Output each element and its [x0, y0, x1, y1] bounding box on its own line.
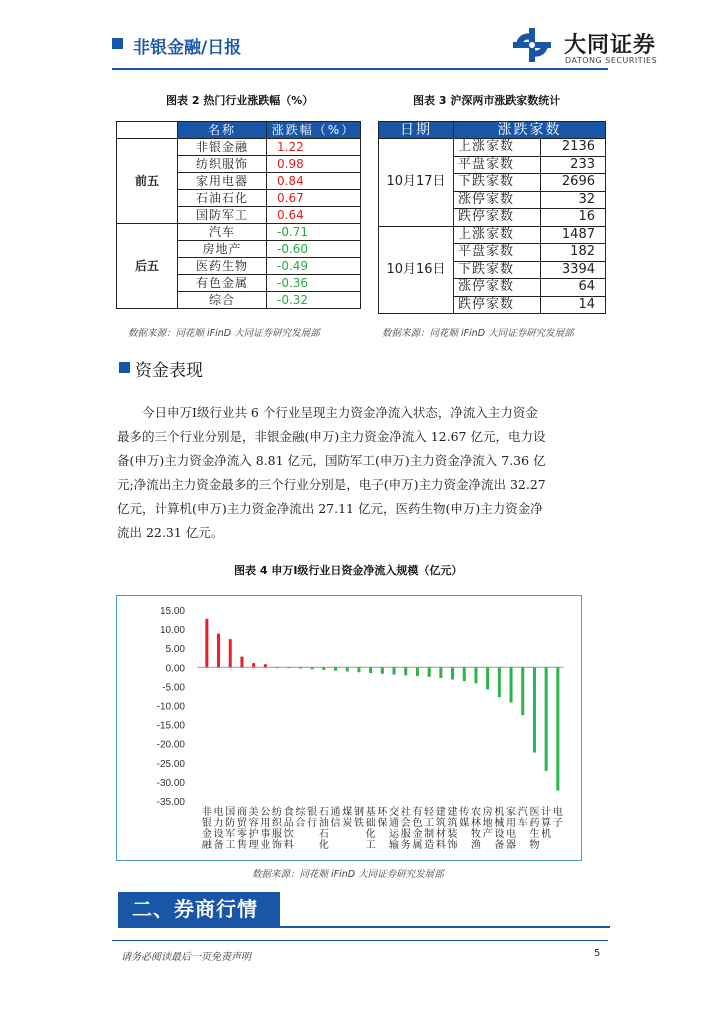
paragraph-line: 元;净流出主力资金最多的三个行业分别是，电子(申万)主力资金净流出 32.27	[117, 477, 546, 492]
table2-caption: 图表 2 热门行业涨跌幅（%）	[166, 94, 314, 107]
change-value: -0.60	[267, 241, 361, 258]
x-tick-label: 轻 工 制 造	[424, 807, 435, 851]
y-tick-label: -30.00	[156, 777, 185, 789]
count-label: 上涨家数	[454, 139, 541, 157]
bar-交通运输	[393, 667, 396, 674]
page-number: 5	[594, 948, 601, 959]
count-value: 2696	[541, 174, 606, 192]
change-value: 0.84	[267, 173, 361, 190]
x-tick-label: 综 合	[295, 807, 306, 829]
x-tick-label: 交 通 运 输	[389, 807, 400, 851]
y-tick-label: -10.00	[156, 701, 185, 713]
industry-name: 非银金融	[178, 139, 267, 156]
change-value: 0.64	[267, 207, 361, 224]
count-value: 16	[541, 209, 606, 227]
y-tick-label: 15.00	[159, 606, 185, 617]
count-value: 14	[541, 296, 606, 314]
group-label: 前五	[117, 139, 178, 224]
bar-食品饮料	[287, 667, 290, 668]
report-title: 非银金融/日报	[133, 38, 242, 58]
x-tick-label: 煤 炭	[342, 807, 353, 829]
paragraph-line: 今日申万Ⅰ级行业共 6 个行业呈现主力资金净流入状态，净流入主力资金	[142, 405, 538, 420]
count-label: 下跌家数	[454, 261, 541, 279]
y-tick-label: -5.00	[162, 682, 185, 694]
bar-煤炭	[346, 667, 349, 671]
bar-建筑装饰	[451, 667, 454, 679]
date-label: 10月16日	[379, 226, 454, 314]
industry-name: 医药生物	[178, 258, 267, 275]
x-tick-label: 有 色 金 属	[412, 807, 423, 851]
change-value: 1.22	[267, 139, 361, 156]
count-label: 上涨家数	[454, 226, 541, 244]
bar-商贸零售	[240, 657, 243, 668]
bar-汽车	[521, 667, 524, 715]
bar-基础化工	[369, 667, 372, 673]
bar-通信	[334, 667, 337, 670]
x-tick-label: 建 筑 装 饰	[447, 807, 458, 851]
change-value: 0.98	[267, 156, 361, 173]
count-value: 233	[541, 156, 606, 174]
industry-name: 有色金属	[178, 275, 267, 292]
bar-机械设备	[498, 667, 501, 697]
count-value: 64	[541, 279, 606, 297]
x-tick-label: 银 行	[307, 807, 318, 829]
column-header-date: 日期	[379, 122, 454, 139]
change-value: -0.32	[267, 292, 361, 309]
date-label: 10月17日	[379, 139, 454, 227]
change-value: -0.36	[267, 275, 361, 292]
bar-银行	[311, 667, 314, 669]
table2-source: 数据来源：同花顺 iFinD 大同证券研究发展部	[128, 328, 320, 339]
change-value: -0.49	[267, 258, 361, 275]
section-title: 资金表现	[135, 361, 203, 381]
bar-石油石化	[322, 667, 325, 670]
x-tick-label: 石 油 石 化	[318, 807, 329, 851]
x-tick-label: 美 容 护 理	[248, 807, 259, 851]
count-label: 下跌家数	[454, 174, 541, 192]
column-header-change: 涨跌幅（%）	[267, 122, 361, 139]
bar-家用电器	[510, 667, 513, 702]
count-value: 3394	[541, 261, 606, 279]
paragraph-line: 最多的三个行业分别是，非银金融(申万)主力资金净流入 12.67 亿元，电力设	[117, 429, 546, 444]
bar-农林牧渔	[474, 667, 477, 683]
x-tick-label: 房 地 产	[482, 807, 493, 840]
table3-caption: 图表 3 沪深两市涨跌家数统计	[413, 94, 561, 107]
industry-name: 汽车	[178, 224, 267, 241]
bar-钢铁	[357, 667, 360, 672]
bar-非银金融	[205, 619, 208, 667]
x-tick-label: 电 力 设 备	[213, 807, 224, 851]
industry-name: 家用电器	[178, 173, 267, 190]
bar-传媒	[463, 667, 466, 681]
bar-有色金属	[416, 667, 419, 676]
y-tick-label: 10.00	[159, 625, 185, 637]
column-header-name: 名称	[178, 122, 267, 139]
column-header-count: 涨跌家数	[454, 122, 606, 139]
count-label: 平盘家数	[454, 244, 541, 262]
x-tick-label: 电 子	[552, 807, 563, 829]
bar-建筑材料	[439, 667, 442, 678]
part2-underline	[118, 926, 610, 928]
paragraph-line: 亿元，计算机(申万)主力资金净流出 27.11 亿元，医药生物(申万)主力资金净	[117, 501, 543, 516]
bar-计算机	[545, 667, 548, 771]
y-tick-label: 5.00	[165, 644, 185, 656]
industry-name: 石油石化	[178, 190, 267, 207]
logo-name-cn: 大同证券	[564, 33, 657, 58]
bar-公用事业	[264, 664, 267, 667]
x-tick-label: 非 银 金 融	[201, 807, 212, 851]
x-tick-label: 传 媒	[459, 807, 470, 829]
y-tick-label: -20.00	[156, 739, 185, 751]
count-label: 平盘家数	[454, 156, 541, 174]
bar-美容护理	[252, 663, 255, 667]
logo-name-en: DATONG SECURITIES	[565, 56, 658, 65]
x-tick-label: 汽 车	[517, 807, 528, 829]
disclaimer-text: 请务必阅读最后一页免责声明	[121, 952, 251, 963]
x-tick-label: 商 贸 零 售	[236, 807, 247, 851]
industry-name: 国防军工	[178, 207, 267, 224]
chart4-source: 数据来源：同花顺 iFinD 大同证券研究发展部	[252, 869, 444, 880]
x-tick-label: 环 保	[377, 807, 388, 829]
bar-国防军工	[229, 639, 232, 667]
x-tick-label: 基 础 化 工	[365, 807, 376, 851]
table3-source: 数据来源：同花顺 iFinD 大同证券研究发展部	[382, 328, 574, 339]
bar-环保	[381, 667, 384, 673]
count-value: 2136	[541, 139, 606, 157]
bar-纺织服饰	[276, 667, 279, 668]
footer-divider	[112, 940, 608, 941]
industry-name: 纺织服饰	[178, 156, 267, 173]
y-tick-label: -25.00	[156, 758, 185, 770]
count-value: 1487	[541, 226, 606, 244]
industry-name: 房地产	[178, 241, 267, 258]
count-label: 涨停家数	[454, 191, 541, 209]
paragraph-line: 备(申万)主力资金净流入 8.81 亿元，国防军工(申万)主力资金净流入 7.36 亿	[117, 453, 546, 468]
x-tick-label: 计 算 机	[541, 807, 552, 840]
x-tick-label: 纺 织 服 饰	[272, 807, 283, 851]
x-tick-label: 食 品 饮 料	[283, 807, 294, 851]
x-tick-label: 公 用 事 业	[260, 807, 271, 851]
bar-医药生物	[533, 667, 536, 752]
count-label: 涨停家数	[454, 279, 541, 297]
group-label: 后五	[117, 224, 178, 309]
industry-name: 综合	[178, 292, 267, 309]
y-tick-label: -15.00	[156, 720, 185, 732]
bar-综合	[299, 667, 302, 668]
count-label: 跌停家数	[454, 209, 541, 227]
bar-轻工制造	[428, 667, 431, 677]
change-value: 0.67	[267, 190, 361, 207]
bar-电力设备	[217, 634, 220, 668]
paragraph-line: 流出 22.31 亿元。	[117, 525, 224, 540]
part2-banner: 二、券商行情	[118, 892, 280, 926]
chart4-caption: 图表 4 申万Ⅰ级行业日资金净流入规模（亿元）	[234, 564, 463, 577]
x-tick-label: 国 防 军 工	[225, 807, 236, 851]
x-tick-label: 机 械 设 备	[494, 807, 505, 851]
count-label: 跌停家数	[454, 296, 541, 314]
bar-社会服务	[404, 667, 407, 675]
x-tick-label: 农 林 牧 渔	[470, 807, 481, 851]
count-value: 182	[541, 244, 606, 262]
x-tick-label: 医 药 生 物	[529, 807, 540, 851]
change-value: -0.71	[267, 224, 361, 241]
bar-房地产	[486, 667, 489, 689]
y-tick-label: 0.00	[165, 663, 185, 675]
x-tick-label: 通 信	[330, 807, 341, 829]
x-tick-label: 家 用 电 器	[506, 807, 517, 851]
x-tick-label: 建 筑 材 料	[435, 807, 446, 851]
x-tick-label: 社 会 服 务	[400, 807, 411, 851]
y-tick-label: -35.00	[156, 797, 185, 808]
count-value: 32	[541, 191, 606, 209]
x-tick-label: 钢 铁	[353, 807, 364, 829]
bar-电子	[556, 667, 559, 790]
